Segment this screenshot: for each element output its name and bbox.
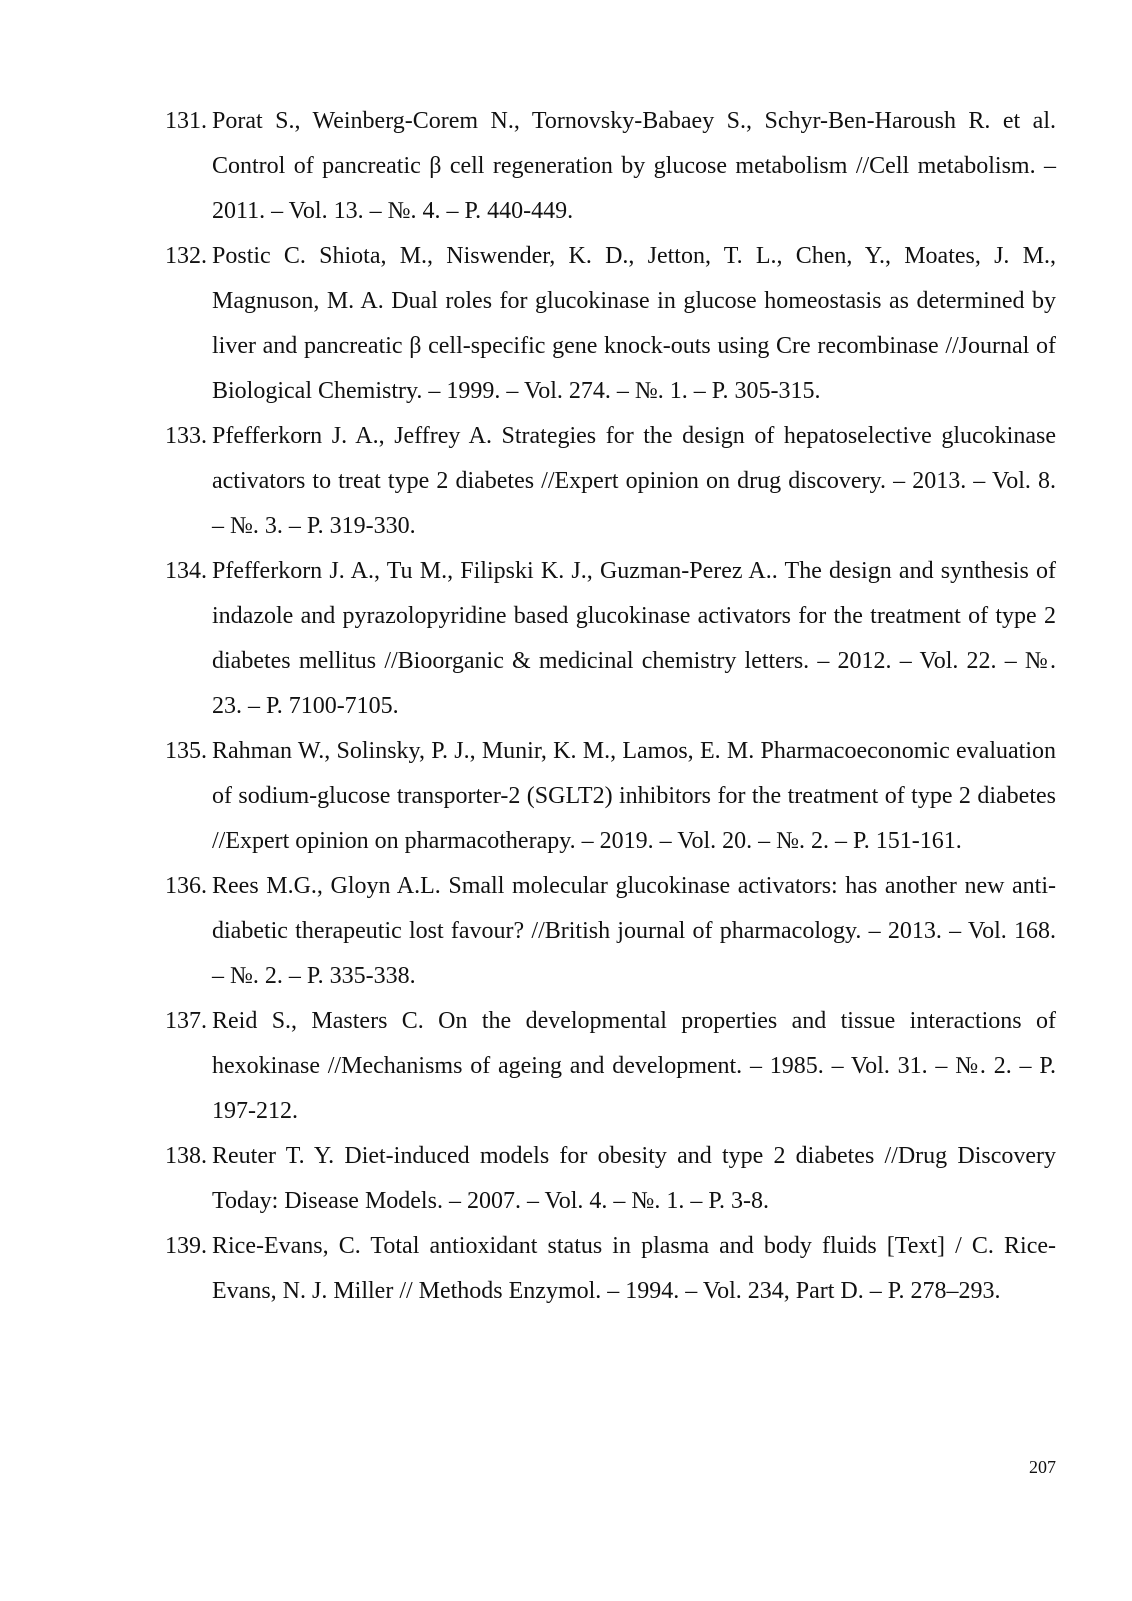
reference-item xyxy=(165,864,1056,999)
reference-number: 139. xyxy=(165,1233,207,1259)
reference-text: Reid S., Masters C. On the developmental properties and tissue interactions of hexokinase //Mechanisms of ageing and development. – 1985. – Vol. 31. – №. 2. – P. 197-212. xyxy=(212,1008,1056,1124)
reference-item xyxy=(165,729,1056,864)
reference-text: Pfefferkorn J. A., Tu M., Filipski K. J., Guzman-Perez A.. The design and synthesis of indazole and pyrazolopyridine based glucokinase activators for the treatment of type 2 diabetes mellitus //Bioorganic & medicinal chemistry letters. – 2012. – Vol. 22. – №. 23. – P. 7100-7105. xyxy=(212,558,1056,719)
reference-text: Reuter T. Y. Diet-induced models for obesity and type 2 diabetes //Drug Discovery Today: Disease Models. – 2007. – Vol. 4. – №. 1. – P. 3-8. xyxy=(212,1143,1056,1214)
reference-number: 135. xyxy=(165,738,207,764)
reference-list xyxy=(165,99,1056,1314)
reference-item xyxy=(165,1224,1056,1314)
reference-item xyxy=(165,99,1056,234)
page-number: 207 xyxy=(1029,1457,1056,1477)
reference-number: 138. xyxy=(165,1143,207,1169)
reference-number: 134. xyxy=(165,558,207,584)
reference-text: Postic C. Shiota, M., Niswender, K. D., Jetton, T. L., Chen, Y., Moates, J. M., Magnuson, M. A. Dual roles for glucokinase in glucose homeostasis as determined by liver and pancreatic β cell-specific gene knock-outs using Cre recombinase //Journal of Biological Chemistry. – 1999. – Vol. 274. – №. 1. – P. 305-315. xyxy=(212,243,1056,404)
reference-text: Rice-Evans, C. Total antioxidant status in plasma and body fluids [Text] / C. Rice-Evans, N. J. Miller // Methods Enzymol. – 1994. – Vol. 234, Part D. – P. 278–293. xyxy=(212,1233,1056,1304)
reference-number: 137. xyxy=(165,1008,207,1034)
reference-text: Pfefferkorn J. A., Jeffrey A. Strategies for the design of hepatoselective glucokinase activators to treat type 2 diabetes //Expert opinion on drug discovery. – 2013. – Vol. 8. – №. 3. – P. 319-330. xyxy=(212,423,1056,539)
reference-number: 133. xyxy=(165,423,207,449)
reference-item xyxy=(165,999,1056,1134)
reference-item xyxy=(165,549,1056,729)
reference-text: Rahman W., Solinsky, P. J., Munir, K. M., Lamos, E. M. Pharmacoeconomic evaluation of sodium-glucose transporter-2 (SGLT2) inhibitors for the treatment of type 2 diabetes //Expert opinion on pharmacotherapy. – 2019. – Vol. 20. – №. 2. – P. 151-161. xyxy=(212,738,1056,854)
reference-item xyxy=(165,234,1056,414)
reference-number: 136. xyxy=(165,873,207,899)
reference-number: 131. xyxy=(165,108,207,134)
reference-text: Rees M.G., Gloyn A.L. Small molecular glucokinase activators: has another new anti-diabetic therapeutic lost favour? //British journal of pharmacology. – 2013. – Vol. 168. – №. 2. – P. 335-338. xyxy=(212,873,1056,989)
reference-item xyxy=(165,414,1056,549)
reference-text: Porat S., Weinberg-Corem N., Tornovsky-Babaey S., Schyr-Ben-Haroush R. et al. Control of pancreatic β cell regeneration by glucose metabolism //Cell metabolism. – 2011. – Vol. 13. – №. 4. – P. 440-449. xyxy=(212,108,1056,224)
reference-item xyxy=(165,1134,1056,1224)
reference-number: 132. xyxy=(165,243,207,269)
